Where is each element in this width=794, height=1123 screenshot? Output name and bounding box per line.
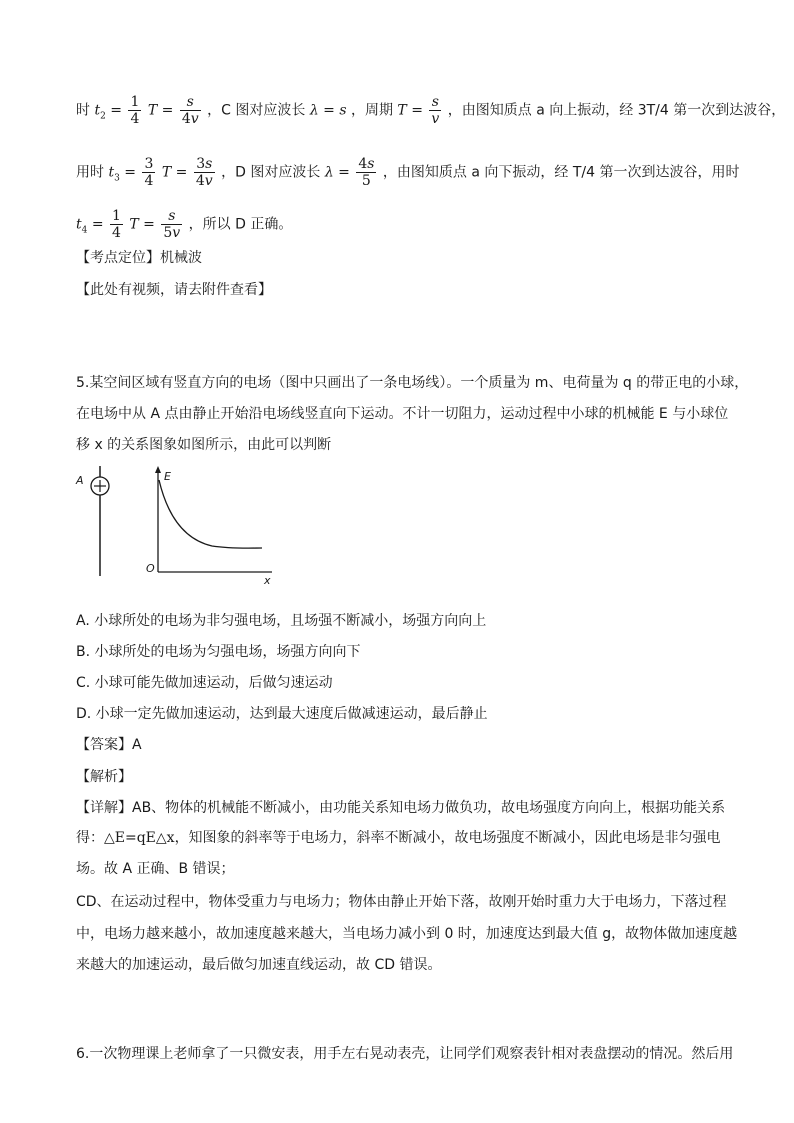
option-c: C. 小球可能先做加速运动，后做匀速运动: [76, 675, 333, 691]
energy-curve: [159, 480, 262, 548]
detail-line-2: [76, 828, 721, 848]
detail-line-3: 场。故 A 正确、B 错误；: [76, 861, 235, 877]
q6-stem-line-1: 6.一次物理课上老师拿了一只微安表，用手左右晃动表壳，让同学们观察表针相对表盘摆动的情况。然后用: [76, 1046, 734, 1062]
text-span: 时: [76, 102, 90, 119]
q5-stem-line-3: 移 x 的关系图象如图所示，由此可以判断: [76, 437, 332, 453]
detail-line-1: 【详解】AB、物体的机械能不断减小，由功能关系知电场力做负功，故电场强度方向向上，根据功能关系: [76, 800, 726, 816]
option-b: B. 小球所处的电场为匀强电场，场强方向向下: [76, 644, 361, 660]
text-span: ，C 图对应波长: [207, 102, 306, 119]
text-span: ，知图象的斜率等于电场力，斜率不断减小，故电场强度不断减小，因此电场是非匀强电: [174, 830, 721, 846]
text-span: ，周期: [350, 102, 393, 119]
formula: △E=qE△x: [104, 830, 175, 846]
text-span: ，D 图对应波长: [221, 164, 321, 181]
text-span: ，所以 D 正确。: [188, 216, 293, 233]
label-E: E: [164, 470, 171, 483]
kaodian-label: 【考点定位】机械波: [76, 250, 202, 266]
detail-line-5: 中，电场力越来越小，故加速度越来越大，当电场力减小到 0 时，加速度达到最大值 g，故物体做加速度越: [76, 926, 738, 942]
answer-label: 【答案】A: [76, 737, 142, 753]
e-axis-arrow-icon: [155, 466, 161, 473]
q5-stem-line-2: 在电场中从 A 点由静止开始沿电场线竖直向下运动。不计一切阻力，运动过程中小球的机械能 E 与小球位: [76, 406, 729, 422]
text-span: ，由图知质点 a 向上振动，经 3T/4 第一次到达波谷，: [447, 102, 786, 119]
option-a: A. 小球所处的电场为非匀强电场，且场强不断减小，场强方向向上: [76, 613, 487, 629]
solution-line-3: $t_4$ = $\frac{1}{4}$ T = $\frac{s}{5v}$ ，所以 D 正确。: [76, 208, 293, 241]
label-A: A: [76, 474, 84, 487]
analysis-label: 【解析】: [76, 769, 132, 785]
label-x: x: [264, 574, 271, 587]
text-span: 用时: [76, 164, 104, 181]
text-span: 得：: [76, 830, 104, 846]
q5-stem-line-1: 5.某空间区域有竖直方向的电场（图中只画出了一条电场线）。一个质量为 m、电荷量为 q 的带正电的小球，: [76, 375, 749, 391]
detail-line-6: 来越大的加速运动，最后做匀加速直线运动，故 CD 错误。: [76, 957, 442, 973]
q5-figure: [72, 466, 292, 588]
detail-line-4: CD、在运动过程中，物体受重力与电场力；物体由静止开始下落，故刚开始时重力大于电场力，下落过程: [76, 894, 727, 910]
label-O: O: [146, 562, 155, 575]
solution-line-1: 时 $t_2$ = $\frac{1}{4}$ T = $\frac{s}{4v}$ ，C 图对应波长 λ = s ，周期 T = $\frac{s}{v}$ ，由图知质点 a 向上振动，经 3T/4 第一次到达波谷，: [76, 94, 786, 127]
solution-line-2: 用时 $t_3$ = $\frac{3}{4}$ T = $\frac{3s}{4v}$ ，D 图对应波长 λ = $\frac{4s}{5}$ ，由图知质点 a 向下振动，经 T/4 第一次到达波谷，用时: [76, 156, 740, 189]
video-note: 【此处有视频，请去附件查看】: [76, 282, 272, 298]
text-span: ，由图知质点 a 向下振动，经 T/4 第一次到达波谷，用时: [382, 164, 740, 181]
option-d: D. 小球一定先做加速运动，达到最大速度后做减速运动，最后静止: [76, 706, 488, 722]
